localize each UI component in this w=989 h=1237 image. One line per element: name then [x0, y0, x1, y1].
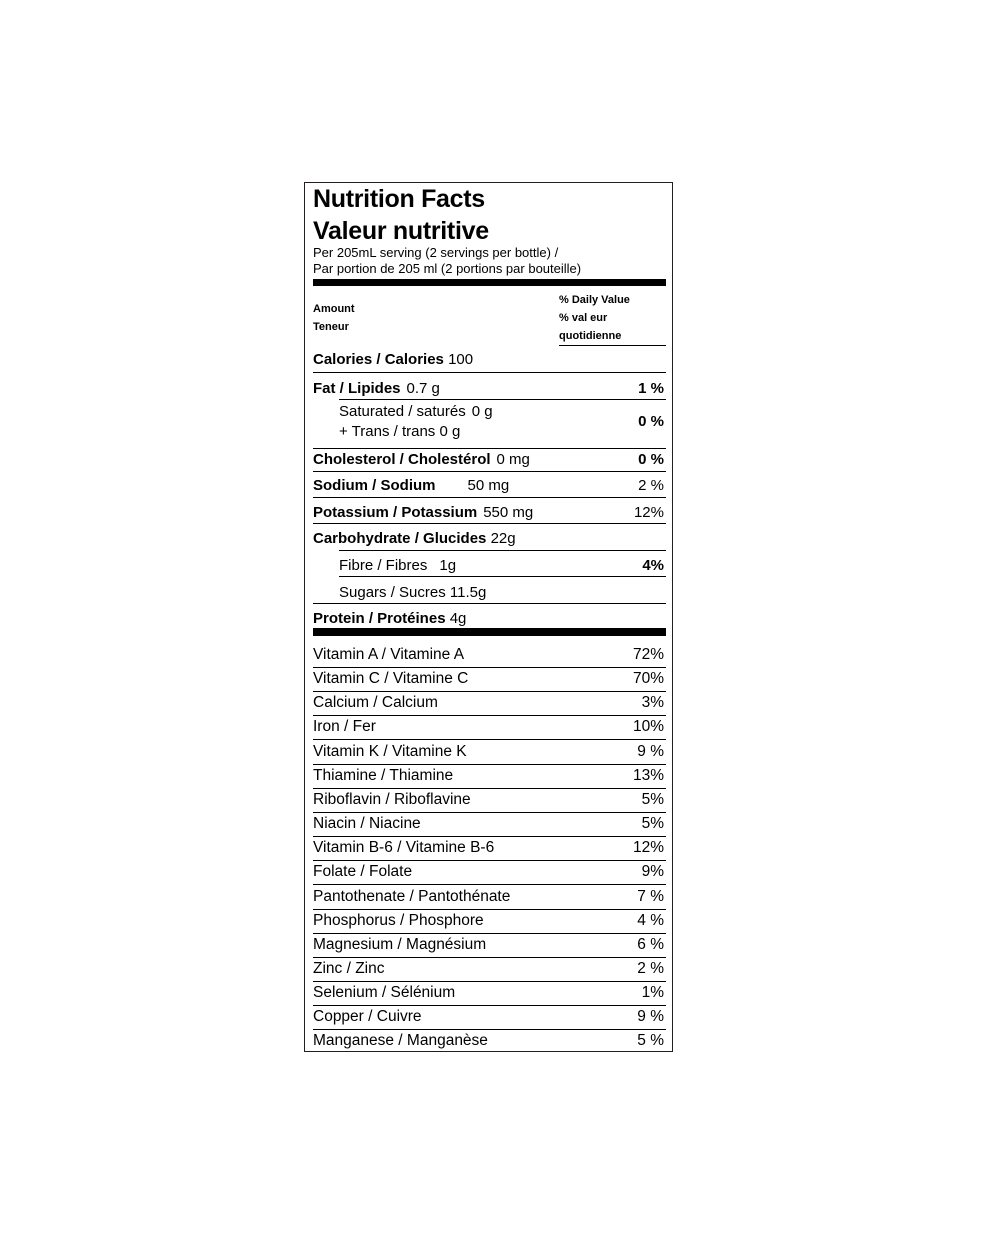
vitamin-label: Vitamin C / Vitamine C — [313, 670, 469, 688]
fibre-label: Fibre / Fibres — [339, 556, 428, 574]
vitamin-row — [313, 836, 666, 860]
cholesterol-percent: 0 % — [638, 450, 664, 468]
calories-label: Calories / Calories — [313, 350, 444, 368]
divider — [313, 603, 666, 604]
saturated-value: 0 g — [471, 403, 493, 420]
vitamin-percent: 1% — [641, 984, 664, 1002]
vitamin-label: Manganese / Manganèse — [313, 1032, 488, 1050]
potassium-percent: 12% — [633, 503, 664, 521]
divider — [313, 372, 666, 373]
carbohydrate-row — [313, 526, 666, 550]
thick-divider-top — [313, 279, 666, 286]
divider — [339, 399, 666, 400]
divider — [313, 497, 666, 498]
fibre-percent: 4% — [642, 556, 664, 574]
fat-label: Fat / Lipides — [313, 379, 401, 397]
fibre-value: 1g — [439, 556, 457, 574]
calories-value: 100 — [448, 350, 474, 368]
vitamin-percent: 4 % — [637, 911, 664, 929]
serving-size-french: Par portion de 205 ml (2 portions par bouteille) — [313, 261, 582, 276]
vitamin-percent: 5 % — [637, 1032, 664, 1050]
divider — [313, 471, 666, 472]
vitamin-label: Copper / Cuivre — [313, 1008, 422, 1026]
saturated-label: Saturated / saturés — [339, 403, 466, 420]
vitamin-row — [313, 691, 666, 715]
cholesterol-label: Cholesterol / Cholestérol — [313, 450, 491, 468]
vitamin-percent: 3% — [641, 694, 664, 712]
vitamin-row — [313, 981, 666, 1005]
sugars-value: 11.5g — [449, 583, 487, 601]
title-english: Nutrition Facts — [313, 185, 485, 213]
vitamin-percent: 9 % — [637, 742, 664, 760]
vitamin-percent: 13% — [632, 766, 664, 784]
vitamin-percent: 9 % — [637, 1008, 664, 1026]
sodium-percent: 2 % — [638, 476, 664, 494]
vitamin-label: Iron / Fer — [313, 718, 376, 736]
header-divider — [559, 345, 666, 346]
protein-value: 4g — [449, 609, 467, 627]
vitamin-row — [313, 957, 666, 981]
sugars-row — [313, 580, 666, 604]
trans-label: + Trans / trans — [339, 423, 436, 440]
carbohydrate-label: Carbohydrate / Glucides — [313, 529, 487, 547]
fat-row — [313, 376, 666, 400]
vitamin-label: Magnesium / Magnésium — [313, 935, 487, 953]
calories-row — [313, 347, 666, 371]
vitamin-row — [313, 885, 666, 909]
amount-header-french: Teneur — [313, 321, 349, 333]
vitamin-label: Calcium / Calcium — [313, 694, 438, 712]
vitamin-percent: 9% — [641, 863, 664, 881]
vitamin-label: Thiamine / Thiamine — [313, 766, 454, 784]
fat-value: 0.7 g — [406, 379, 440, 397]
vitamin-label: Zinc / Zinc — [313, 959, 385, 977]
potassium-label: Potassium / Potassium — [313, 503, 478, 521]
daily-value-header-2: % val eur — [559, 312, 608, 324]
vitamin-percent: 10% — [632, 718, 664, 736]
saturated-trans-percent: 0 % — [638, 413, 664, 430]
vitamin-row — [313, 1029, 666, 1053]
sodium-value: 50 mg — [467, 476, 510, 494]
vitamin-percent: 2 % — [637, 959, 664, 977]
daily-value-header-3: quotidienne — [559, 330, 622, 342]
potassium-row — [313, 500, 666, 524]
vitamin-row — [313, 812, 666, 836]
carbohydrate-value: 22g — [490, 529, 516, 547]
saturated-trans-row — [313, 401, 666, 445]
potassium-value: 550 mg — [483, 503, 534, 521]
vitamin-row — [313, 740, 666, 764]
vitamin-label: Vitamin K / Vitamine K — [313, 742, 467, 760]
vitamin-percent: 5% — [641, 790, 664, 808]
vitamin-row — [313, 667, 666, 691]
vitamin-percent: 70% — [632, 670, 664, 688]
vitamin-percent: 12% — [632, 839, 664, 857]
vitamin-percent: 5% — [641, 815, 664, 833]
cholesterol-value: 0 mg — [496, 450, 530, 468]
amount-header-english: Amount — [313, 303, 355, 315]
vitamin-row — [313, 715, 666, 739]
sugars-label: Sugars / Sucres — [339, 583, 446, 601]
sodium-row — [313, 473, 666, 497]
vitamin-percent: 72% — [632, 646, 664, 663]
divider — [339, 550, 666, 551]
serving-size-english: Per 205mL serving (2 servings per bottle) / — [313, 245, 559, 260]
vitamin-row — [313, 1005, 666, 1029]
vitamin-label: Riboflavin / Riboflavine — [313, 790, 471, 808]
protein-label: Protein / Protéines — [313, 609, 446, 627]
vitamin-row — [313, 860, 666, 884]
divider — [313, 523, 666, 524]
cholesterol-row — [313, 447, 666, 471]
vitamin-row — [313, 909, 666, 933]
vitamin-row — [313, 933, 666, 957]
vitamin-label: Phosphorus / Phosphore — [313, 911, 484, 929]
vitamin-label: Folate / Folate — [313, 863, 413, 881]
trans-value: 0 g — [439, 423, 461, 440]
vitamin-row — [313, 643, 666, 667]
thick-divider-vitamins — [313, 628, 666, 636]
nutrition-facts-panel — [304, 182, 673, 1052]
vitamin-label: Vitamin A / Vitamine A — [313, 646, 465, 663]
fat-percent: 1 % — [638, 379, 664, 397]
vitamin-percent: 7 % — [637, 887, 664, 905]
vitamin-label: Selenium / Sélénium — [313, 984, 456, 1002]
protein-row — [313, 606, 666, 630]
vitamin-label: Niacin / Niacine — [313, 815, 421, 833]
daily-value-header-1: % Daily Value — [559, 294, 630, 306]
title-french: Valeur nutritive — [313, 217, 489, 245]
vitamin-label: Pantothenate / Pantothénate — [313, 887, 511, 905]
sodium-label: Sodium / Sodium — [313, 476, 436, 494]
vitamin-row — [313, 764, 666, 788]
fibre-row — [313, 553, 666, 577]
vitamin-row — [313, 788, 666, 812]
vitamin-percent: 6 % — [637, 935, 664, 953]
vitamin-label: Vitamin B-6 / Vitamine B-6 — [313, 839, 495, 857]
divider — [339, 576, 666, 577]
